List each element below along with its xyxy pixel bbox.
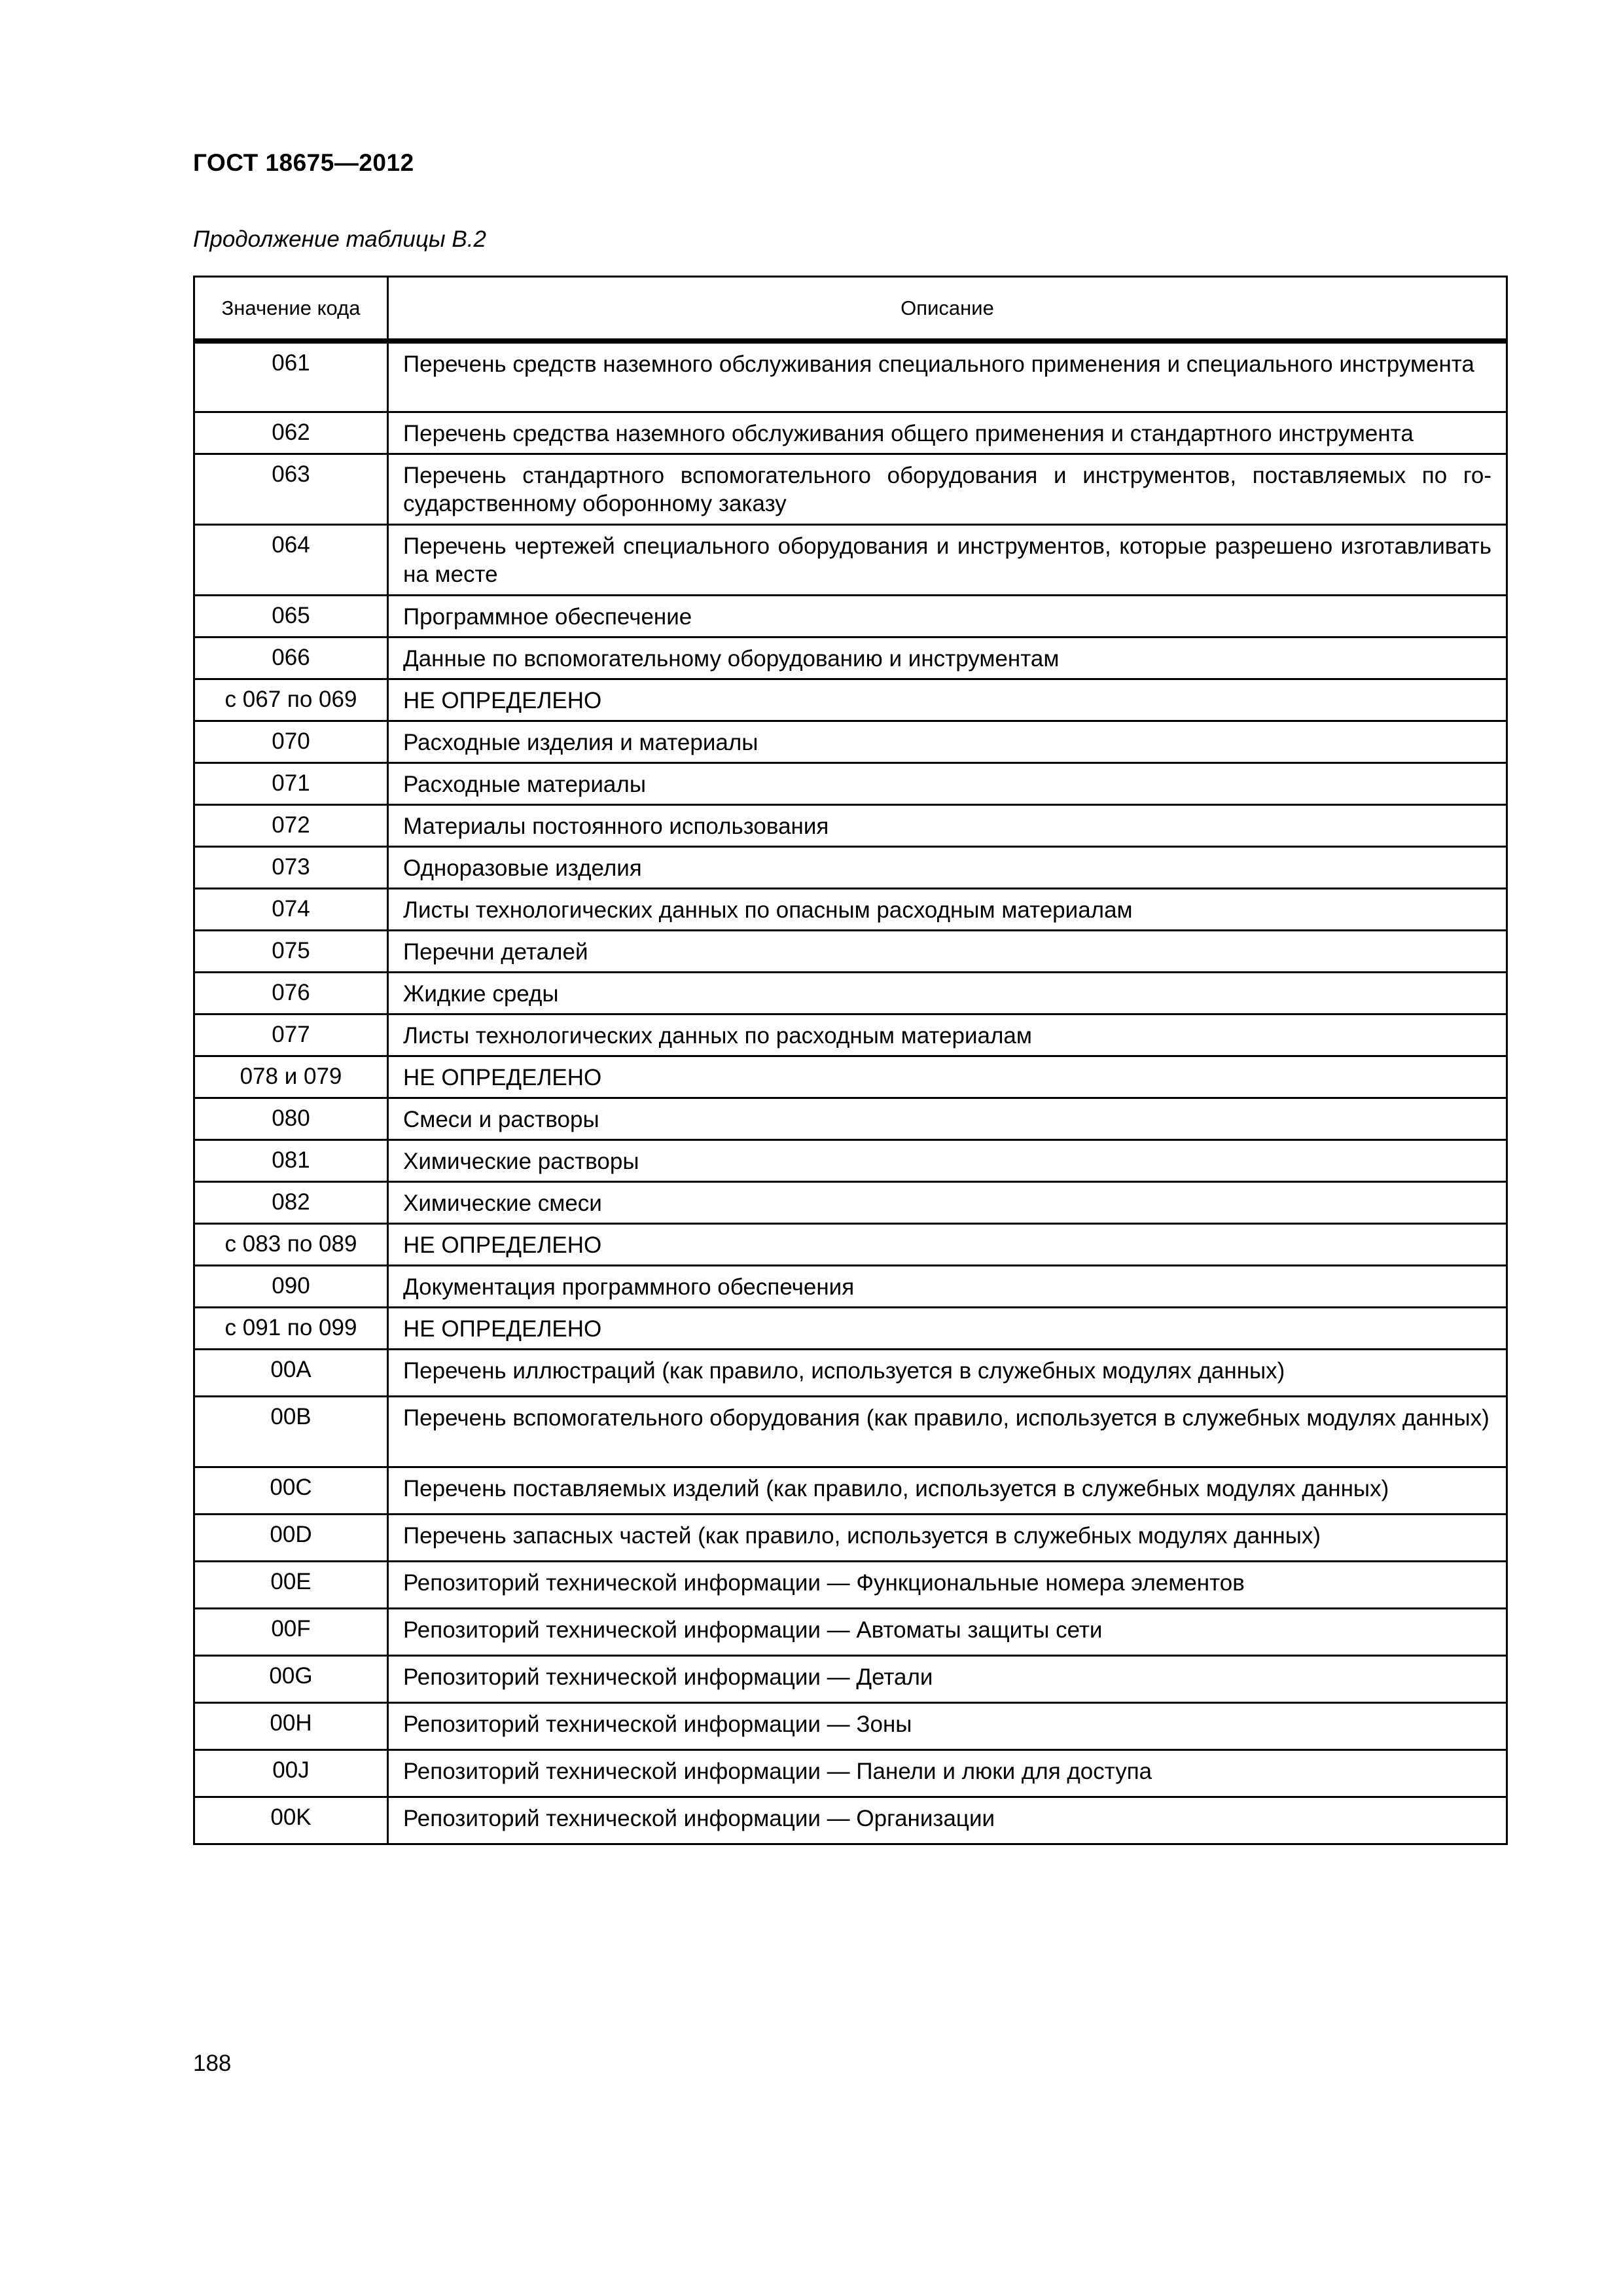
table-row — [194, 888, 1507, 930]
code-cell: 061 — [194, 341, 388, 412]
description-cell: НЕ ОПРЕДЕЛЕНО — [388, 1307, 1507, 1349]
code-cell: 071 — [194, 762, 388, 804]
table-row — [194, 1797, 1507, 1844]
description-cell: Жидкие среды — [388, 972, 1507, 1014]
description-cell: Расходные изделия и материалы — [388, 721, 1507, 762]
description-cell: Смеси и растворы — [388, 1098, 1507, 1139]
description-cell: Перечни деталей — [388, 930, 1507, 972]
table-row — [194, 1467, 1507, 1514]
code-cell: 082 — [194, 1181, 388, 1223]
code-cell: 00J — [194, 1749, 388, 1797]
table-header-row — [194, 277, 1507, 342]
description-cell: Перечень средств наземного обслуживания специального применения и специального инструмента — [388, 341, 1507, 412]
table-row — [194, 1608, 1507, 1655]
description-cell: НЕ ОПРЕДЕЛЕНО — [388, 1056, 1507, 1098]
description-cell: Перечень иллюстраций (как правило, используется в служебных модулях данных) — [388, 1349, 1507, 1396]
description-cell: Документация программного обеспечения — [388, 1265, 1507, 1307]
table-row — [194, 1702, 1507, 1749]
code-cell: 00F — [194, 1608, 388, 1655]
table-row — [194, 1655, 1507, 1702]
description-cell: Репозиторий технической информации — Организации — [388, 1797, 1507, 1844]
code-cell: с 083 по 089 — [194, 1223, 388, 1265]
description-cell: Перечень средства наземного обслуживания общего применения и стандартного инструмента — [388, 412, 1507, 454]
table-row — [194, 1349, 1507, 1396]
code-cell: 078 и 079 — [194, 1056, 388, 1098]
description-cell: Перечень стандартного вспомогательного оборудования и инструментов, поставляемых по государственному оборонному заказу — [388, 454, 1507, 524]
code-cell: 00C — [194, 1467, 388, 1514]
description-cell: Одноразовые изделия — [388, 846, 1507, 888]
code-cell: 090 — [194, 1265, 388, 1307]
code-cell: 063 — [194, 454, 388, 524]
description-cell: Репозиторий технической информации — Зоны — [388, 1702, 1507, 1749]
table-row — [194, 1056, 1507, 1098]
table-row — [194, 1098, 1507, 1139]
table-row — [194, 1749, 1507, 1797]
code-cell: 00K — [194, 1797, 388, 1844]
code-cell: 073 — [194, 846, 388, 888]
code-cell: с 067 по 069 — [194, 679, 388, 721]
description-cell: Данные по вспомогательному оборудованию и инструментам — [388, 637, 1507, 679]
code-cell: 072 — [194, 804, 388, 846]
description-cell: Химические растворы — [388, 1139, 1507, 1181]
code-cell: 00B — [194, 1396, 388, 1467]
code-cell: 00E — [194, 1561, 388, 1608]
description-cell: Листы технологических данных по опасным расходным материалам — [388, 888, 1507, 930]
table-row — [194, 679, 1507, 721]
description-cell: Листы технологических данных по расходным материалам — [388, 1014, 1507, 1056]
page-number: 188 — [193, 2051, 232, 2076]
table-row — [194, 1514, 1507, 1561]
table-caption: Продолжение таблицы В.2 — [193, 226, 486, 252]
code-cell: с 091 по 099 — [194, 1307, 388, 1349]
column-header-description: Описание — [388, 277, 1507, 342]
description-cell: НЕ ОПРЕДЕЛЕНО — [388, 1223, 1507, 1265]
code-cell: 077 — [194, 1014, 388, 1056]
description-cell: Расходные материалы — [388, 762, 1507, 804]
table-row — [194, 1181, 1507, 1223]
table-row — [194, 762, 1507, 804]
table-row — [194, 1139, 1507, 1181]
table-row — [194, 454, 1507, 524]
description-cell: НЕ ОПРЕДЕЛЕНО — [388, 679, 1507, 721]
table-row — [194, 721, 1507, 762]
code-cell: 00D — [194, 1514, 388, 1561]
description-cell: Репозиторий технической информации — Детали — [388, 1655, 1507, 1702]
table-row — [194, 1014, 1507, 1056]
table-row — [194, 637, 1507, 679]
code-cell: 065 — [194, 595, 388, 637]
table-row — [194, 524, 1507, 595]
description-cell: Репозиторий технической информации — Панели и люки для доступа — [388, 1749, 1507, 1797]
table-row — [194, 412, 1507, 454]
description-cell: Химические смеси — [388, 1181, 1507, 1223]
code-cell: 075 — [194, 930, 388, 972]
description-cell: Репозиторий технической информации — Функциональные номера элементов — [388, 1561, 1507, 1608]
table-row — [194, 595, 1507, 637]
code-cell: 066 — [194, 637, 388, 679]
table-row — [194, 1396, 1507, 1467]
code-cell: 081 — [194, 1139, 388, 1181]
table-row — [194, 804, 1507, 846]
description-cell: Материалы постоянного использования — [388, 804, 1507, 846]
code-cell: 00A — [194, 1349, 388, 1396]
table-row — [194, 341, 1507, 412]
table-row — [194, 1265, 1507, 1307]
description-cell: Перечень вспомогательного оборудования (как правило, используется в служебных модулях данных) — [388, 1396, 1507, 1467]
document-header: ГОСТ 18675—2012 — [193, 149, 414, 176]
table-row — [194, 1561, 1507, 1608]
table-row — [194, 972, 1507, 1014]
table-row — [194, 1307, 1507, 1349]
code-table — [193, 276, 1508, 1845]
table-row — [194, 1223, 1507, 1265]
description-cell: Программное обеспечение — [388, 595, 1507, 637]
code-cell: 070 — [194, 721, 388, 762]
column-header-code: Значение кода — [194, 277, 388, 342]
code-cell: 080 — [194, 1098, 388, 1139]
table-row — [194, 930, 1507, 972]
description-cell: Перечень чертежей специального оборудования и инструментов, которые разрешено изготавливать на месте — [388, 524, 1507, 595]
code-cell: 062 — [194, 412, 388, 454]
code-cell: 076 — [194, 972, 388, 1014]
table-row — [194, 846, 1507, 888]
description-cell: Перечень запасных частей (как правило, используется в служебных модулях данных) — [388, 1514, 1507, 1561]
description-cell: Перечень поставляемых изделий (как правило, используется в служебных модулях данных) — [388, 1467, 1507, 1514]
description-cell: Репозиторий технической информации — Автоматы защиты сети — [388, 1608, 1507, 1655]
code-cell: 074 — [194, 888, 388, 930]
code-cell: 064 — [194, 524, 388, 595]
code-cell: 00H — [194, 1702, 388, 1749]
code-cell: 00G — [194, 1655, 388, 1702]
